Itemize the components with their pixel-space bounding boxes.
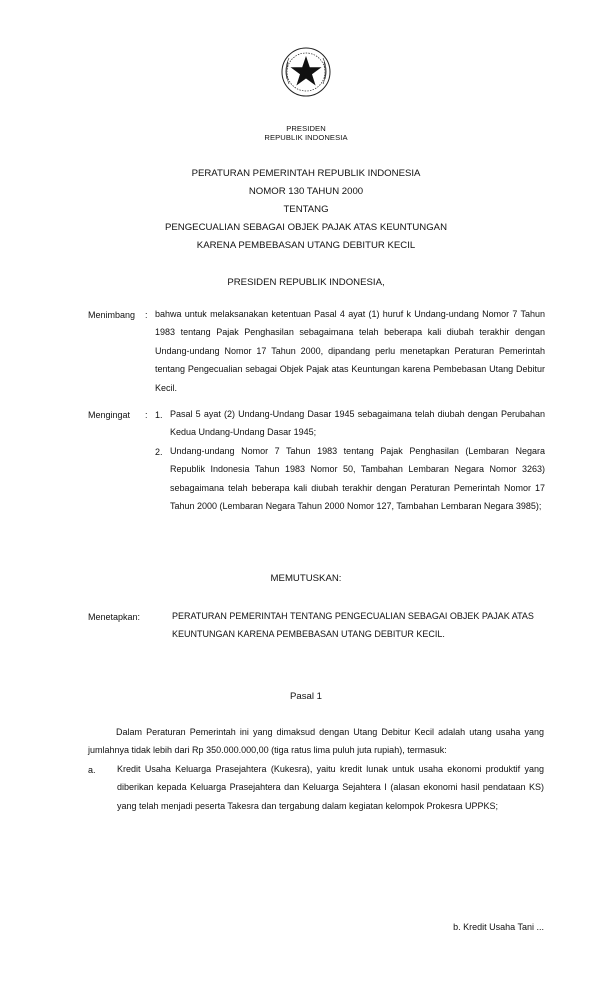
president-heading: PRESIDEN REPUBLIK INDONESIA, (227, 277, 385, 288)
title-line-5: KARENA PEMBEBASAN UTANG DEBITUR KECIL (196, 240, 416, 251)
header-republik: REPUBLIK INDONESIA (264, 133, 348, 142)
memutuskan-heading: MEMUTUSKAN: (270, 573, 342, 584)
pasal-1-heading: Pasal 1 (290, 691, 322, 702)
state-emblem-icon (280, 44, 332, 116)
pasal-1-item-a-letter: a. (88, 765, 96, 775)
menimbang-label: Menimbang (88, 310, 136, 320)
title-line-2: NOMOR 130 TAHUN 2000 (248, 186, 364, 197)
title-line-3: TENTANG (283, 204, 329, 215)
title-line-1: PERATURAN PEMERINTAH REPUBLIK INDONESIA (191, 168, 421, 179)
menimbang-text: bahwa untuk melaksanakan ketentuan Pasal 4 ayat (1) huruf k Undang-undang Nomor 7 Tahun 1983 tentang Pajak Penghasilan sebagaimana telah beberapa kali diubah terakhir dengan Undang-undang Nomor 17 Tahun 2000, dipandang perlu menetapkan Peraturan Pemerintah tentang Pengecualian sebagai Objek Pajak atas Keuntungan karena Pembebasan Utang Debitur Kecil. (155, 309, 545, 393)
mengingat-item-2-text: Undang-undang Nomor 7 Tahun 1983 tentang Pajak Penghasilan (Lembaran Negara Republik Indonesia Tahun 1983 Nomor 50, Tambahan Lembaran Negara Nomor 3263) sebagaimana telah beberapa kali diubah terakhir dengan Peraturan Pemerintah Nomor 17 Tahun 2000 (Lembaran Negara Tahun 2000 Nomor 127, Tambahan Lembaran Negara 3985); (170, 446, 545, 512)
mengingat-label: Mengingat (88, 410, 131, 420)
header-presiden: PRESIDEN (286, 124, 326, 133)
pasal-1-intro: Dalam Peraturan Pemerintah ini yang dimaksud dengan Utang Debitur Kecil adalah utang usaha yang jumlahnya tidak lebih dari Rp 350.000.000,00 (tiga ratus lima puluh juta rupiah), termasuk: (88, 727, 544, 756)
mengingat-colon: : (145, 410, 148, 420)
menetapkan-text: PERATURAN PEMERINTAH TENTANG PENGECUALIAN SEBAGAI OBJEK PAJAK ATAS KEUNTUNGAN KARENA PEMBEBASAN UTANG DEBITUR KECIL. (172, 611, 534, 640)
menetapkan-label: Menetapkan: (88, 612, 141, 622)
mengingat-item-1-num: 1. (155, 410, 163, 420)
mengingat-item-2-num: 2. (155, 447, 163, 457)
next-page-reference: b. Kredit Usaha Tani ... (453, 922, 544, 932)
pasal-1-item-a-text: Kredit Usaha Keluarga Prasejahtera (Kukesra), yaitu kredit lunak untuk usaha ekonomi produktif yang diberikan kepada Keluarga Prasejahtera dan Keluarga Sejahtera I (alasan ekonomi hasil pendataan KS) yang telah menjadi peserta Takesra dan tergabung dalam kegiatan kelompok Prokesra UPPKS; (117, 764, 544, 811)
menimbang-colon: : (145, 310, 148, 320)
title-line-4: PENGECUALIAN SEBAGAI OBJEK PAJAK ATAS KEUNTUNGAN (164, 222, 448, 233)
mengingat-item-1-text: Pasal 5 ayat (2) Undang-Undang Dasar 1945 sebagaimana telah diubah dengan Perubahan Kedua Undang-Undang Dasar 1945; (170, 409, 545, 438)
